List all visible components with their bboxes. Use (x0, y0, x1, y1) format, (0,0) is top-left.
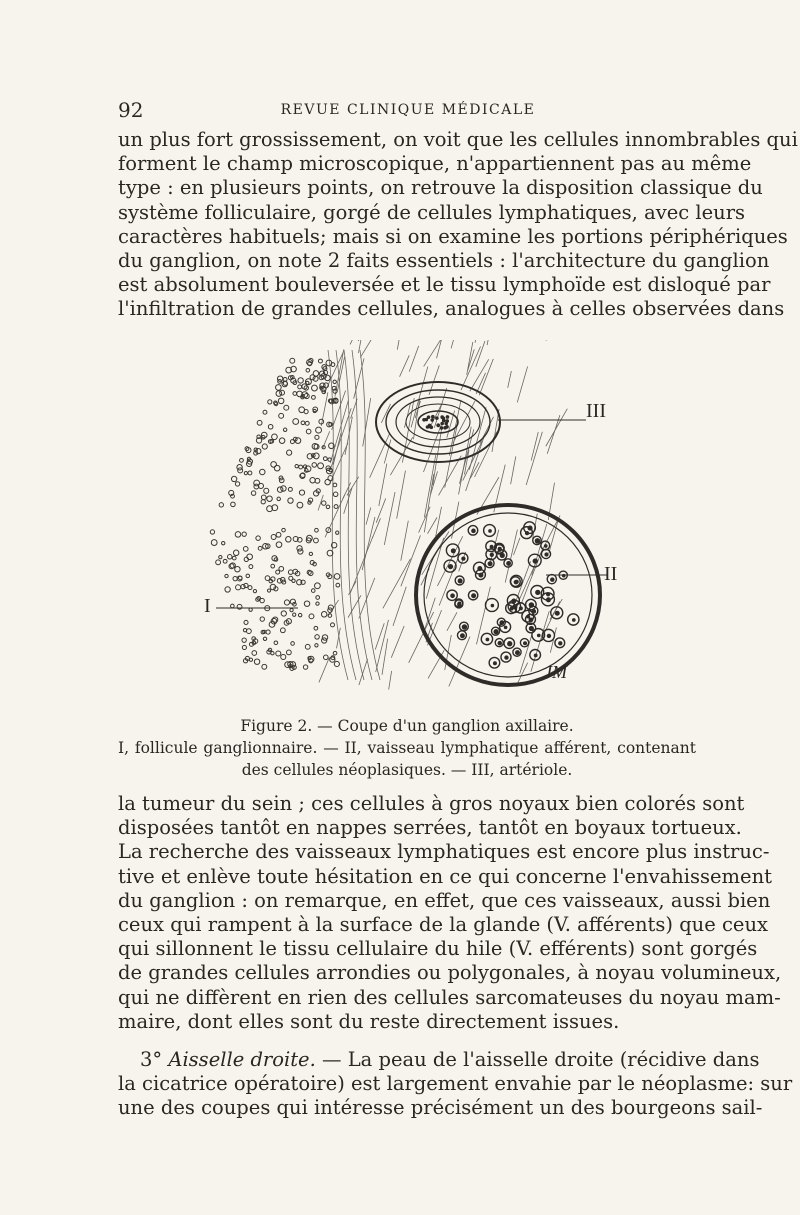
section-number: 3° (140, 1048, 169, 1071)
text-line: est absolument bouleversée et le tissu lymphoïde est disloqué par (118, 273, 771, 297)
follicle-upper (219, 358, 338, 511)
text-line: caractères habituels; mais si on examine les portions périphériques (118, 224, 788, 248)
figure-caption-title: Figure 2. — Coupe d'un ganglion axillaire. (240, 717, 574, 735)
text-line: une des coupes qui intéresse précisément un des bourgeons sail- (118, 1096, 763, 1120)
paragraph-1 (118, 128, 798, 322)
follicle-lower (210, 528, 340, 671)
label-I: I (204, 595, 211, 617)
label-III: III (586, 400, 606, 422)
text-line: La recherche des vaisseaux lymphatiques est encore plus instruc- (118, 840, 770, 864)
text-line: tive et enlève toute hésitation en ce qui concerne l'envahissement (118, 864, 772, 888)
text-line: qui ne diffèrent en rien des cellules sarcomateuses du noyau mam- (118, 985, 781, 1009)
text-line: maire, dont elles sont du reste directement issues. (118, 1009, 620, 1033)
artist-signature: JM (544, 662, 567, 682)
section-heading: Aisselle droite. (168, 1048, 316, 1071)
text-line: du ganglion : on remarque, en effet, que ces vaisseaux, aussi bien (118, 888, 771, 912)
text-line: la tumeur du sein ; ces cellules à gros noyaux bien colorés sont (118, 792, 745, 815)
figure-caption-line-1: I, follicule ganglionnaire. — II, vaisseau lymphatique afférent, contenant (118, 739, 696, 757)
lymph-node-section-drawing (198, 340, 618, 710)
text-line: la cicatrice opératoire) est largement envahie par le néoplasme: sur (118, 1072, 793, 1096)
text-line: système folliculaire, gorgé de cellules lymphatiques, avec leurs (118, 200, 746, 224)
figure-caption-line-2: des cellules néoplasiques. — III, artériole. (241, 761, 573, 779)
text-line: du ganglion, on note 2 faits essentiels : l'architecture du ganglion (118, 249, 770, 273)
text-line: qui sillonnent le tissu cellulaire du hile (V. efférents) sont gorgés (118, 937, 758, 961)
tissue-fibers (318, 340, 567, 690)
running-title: REVUE CLINIQUE MÉDICALE (280, 102, 536, 118)
paragraph-3 (118, 1048, 793, 1121)
histology-figure (198, 340, 618, 710)
text-line: un plus fort grossissement, on voit que les cellules innombrables qui (118, 128, 798, 151)
text-line: type : en plusieurs points, on retrouve la disposition classique du (118, 176, 763, 200)
text-line: l'infiltration de grandes cellules, analogues à celles observées dans (118, 297, 785, 321)
text-line (118, 1048, 760, 1072)
text-line: de grandes cellules arrondies ou polygonales, à noyau volumineux, (118, 961, 782, 985)
text-line: forment le champ microscopique, n'appartiennent pas au même (118, 152, 752, 176)
page-header (118, 98, 698, 122)
text-line: disposées tantôt en nappes serrées, tantôt en boyaux tortueux. (118, 816, 742, 840)
text-fragment: — La peau de l'aisselle droite (récidive dans (315, 1048, 760, 1071)
paragraph-2 (118, 792, 782, 1034)
label-II: II (604, 563, 618, 585)
page-number: 92 (118, 98, 144, 122)
text-line: ceux qui rampent à la surface de la glande (V. afférents) que ceux (118, 913, 768, 937)
